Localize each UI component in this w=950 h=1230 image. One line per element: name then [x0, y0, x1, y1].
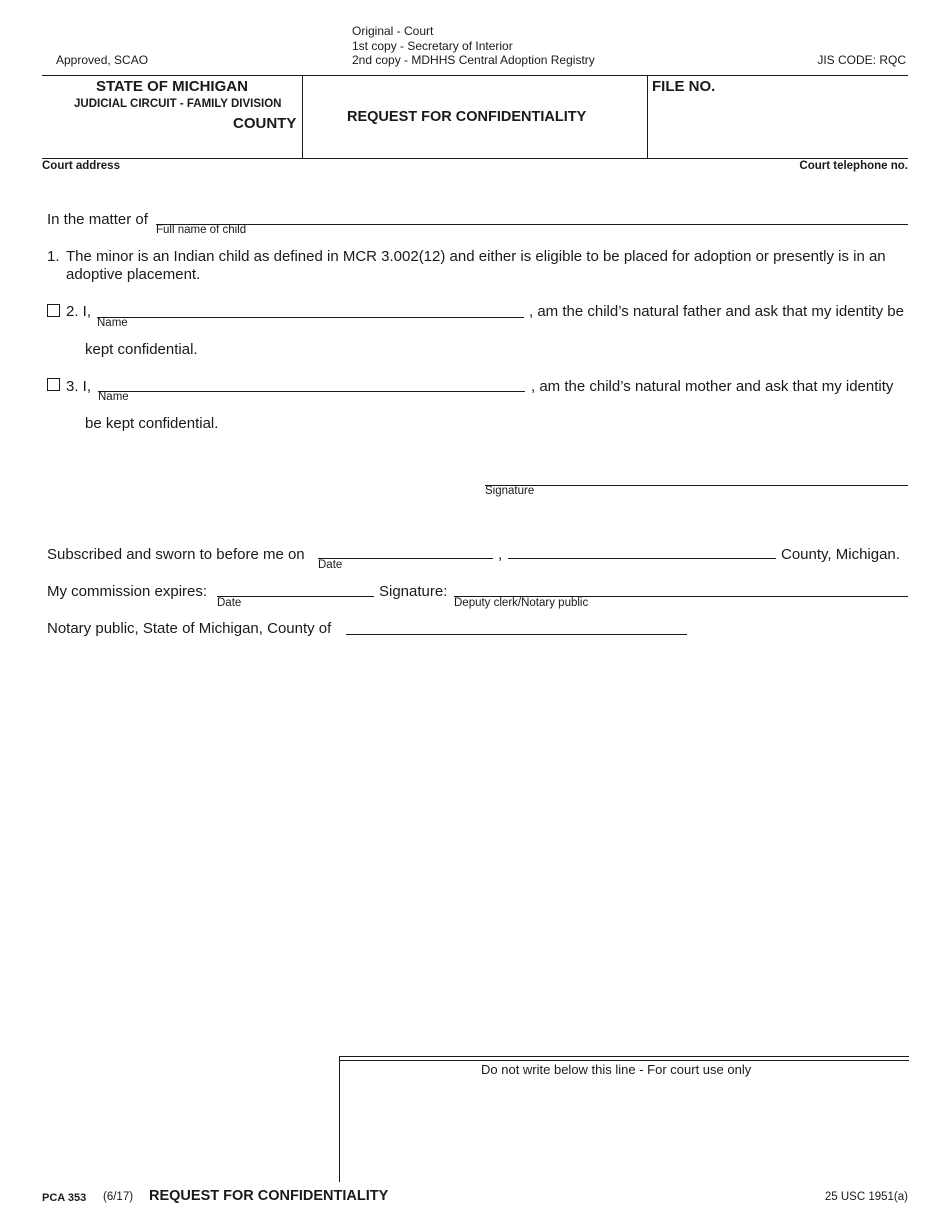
item1-text-line2: adoptive placement.: [66, 266, 201, 283]
father-checkbox[interactable]: [47, 304, 60, 317]
circuit-label: JUDICIAL CIRCUIT - FAMILY DIVISION: [74, 98, 282, 110]
sworn-comma: ,: [498, 546, 503, 563]
court-use-top-rule-2: [339, 1060, 909, 1061]
mother-checkbox[interactable]: [47, 378, 60, 391]
item2-continuation: kept confidential.: [85, 341, 198, 358]
approved-text: Approved, SCAO: [56, 53, 149, 67]
header-bottom-rule: [42, 158, 908, 159]
footer-title: REQUEST FOR CONFIDENTIALITY: [149, 1188, 389, 1204]
signature-caption: Signature: [485, 485, 535, 497]
header-divider-left: [302, 75, 303, 159]
county-michigan-label: County, Michigan.: [781, 546, 900, 563]
header-top-rule: [42, 75, 908, 76]
item2-prefix: 2. I,: [66, 303, 92, 320]
court-address-label: Court address: [42, 160, 120, 172]
county-label: COUNTY: [233, 115, 297, 132]
form-number: PCA 353: [42, 1192, 87, 1204]
state-name: STATE OF MICHIGAN: [96, 78, 248, 95]
form-revision: (6/17): [103, 1191, 134, 1203]
notary-county-label: Notary public, State of Michigan, County of: [47, 620, 332, 637]
copy-line-2: 1st copy - Secretary of Interior: [352, 39, 513, 53]
commission-label: My commission expires:: [47, 583, 208, 600]
sworn-label: Subscribed and sworn to before me on: [47, 546, 305, 563]
child-name-field[interactable]: [156, 224, 908, 225]
item3-continuation: be kept confidential.: [85, 415, 219, 432]
footer-citation: 25 USC 1951(a): [824, 1191, 908, 1203]
sworn-date-field[interactable]: [318, 558, 493, 559]
jis-code: JIS CODE: RQC: [817, 53, 906, 67]
court-use-left-rule: [339, 1056, 340, 1182]
item1-text-line1: The minor is an Indian child as defined in MCR 3.002(12) and either is eligible to be placed for adoption or presently is in an: [66, 248, 886, 265]
commission-date-caption: Date: [217, 597, 242, 609]
signature-field[interactable]: [485, 485, 908, 486]
sworn-date-caption: Date: [318, 559, 343, 571]
copy-line-1: Original - Court: [352, 24, 434, 38]
father-name-caption: Name: [97, 317, 128, 329]
mother-name-caption: Name: [98, 391, 129, 403]
court-use-top-rule-1: [339, 1056, 909, 1057]
item2-suffix: , am the child’s natural father and ask that my identity be: [529, 303, 904, 320]
item3-prefix: 3. I,: [66, 378, 92, 395]
notary-signature-label: Signature:: [379, 583, 448, 600]
copy-line-3: 2nd copy - MDHHS Central Adoption Registry: [352, 53, 595, 67]
header-divider-right: [647, 75, 648, 159]
file-no-label: FILE NO.: [652, 78, 716, 95]
notary-county-field[interactable]: [346, 634, 687, 635]
matter-label: In the matter of: [47, 211, 148, 228]
sworn-county-field[interactable]: [508, 558, 776, 559]
child-name-caption: Full name of child: [156, 224, 247, 236]
item3-suffix: , am the child’s natural mother and ask that my identity: [531, 378, 894, 395]
form-title: REQUEST FOR CONFIDENTIALITY: [347, 109, 587, 125]
item1-number: 1.: [47, 248, 60, 265]
court-use-label: Do not write below this line - For court use only: [481, 1062, 752, 1077]
mother-name-field[interactable]: [98, 391, 525, 392]
father-name-field[interactable]: [97, 317, 524, 318]
notary-signature-caption: Deputy clerk/Notary public: [454, 597, 589, 609]
court-phone-label: Court telephone no.: [799, 160, 908, 172]
